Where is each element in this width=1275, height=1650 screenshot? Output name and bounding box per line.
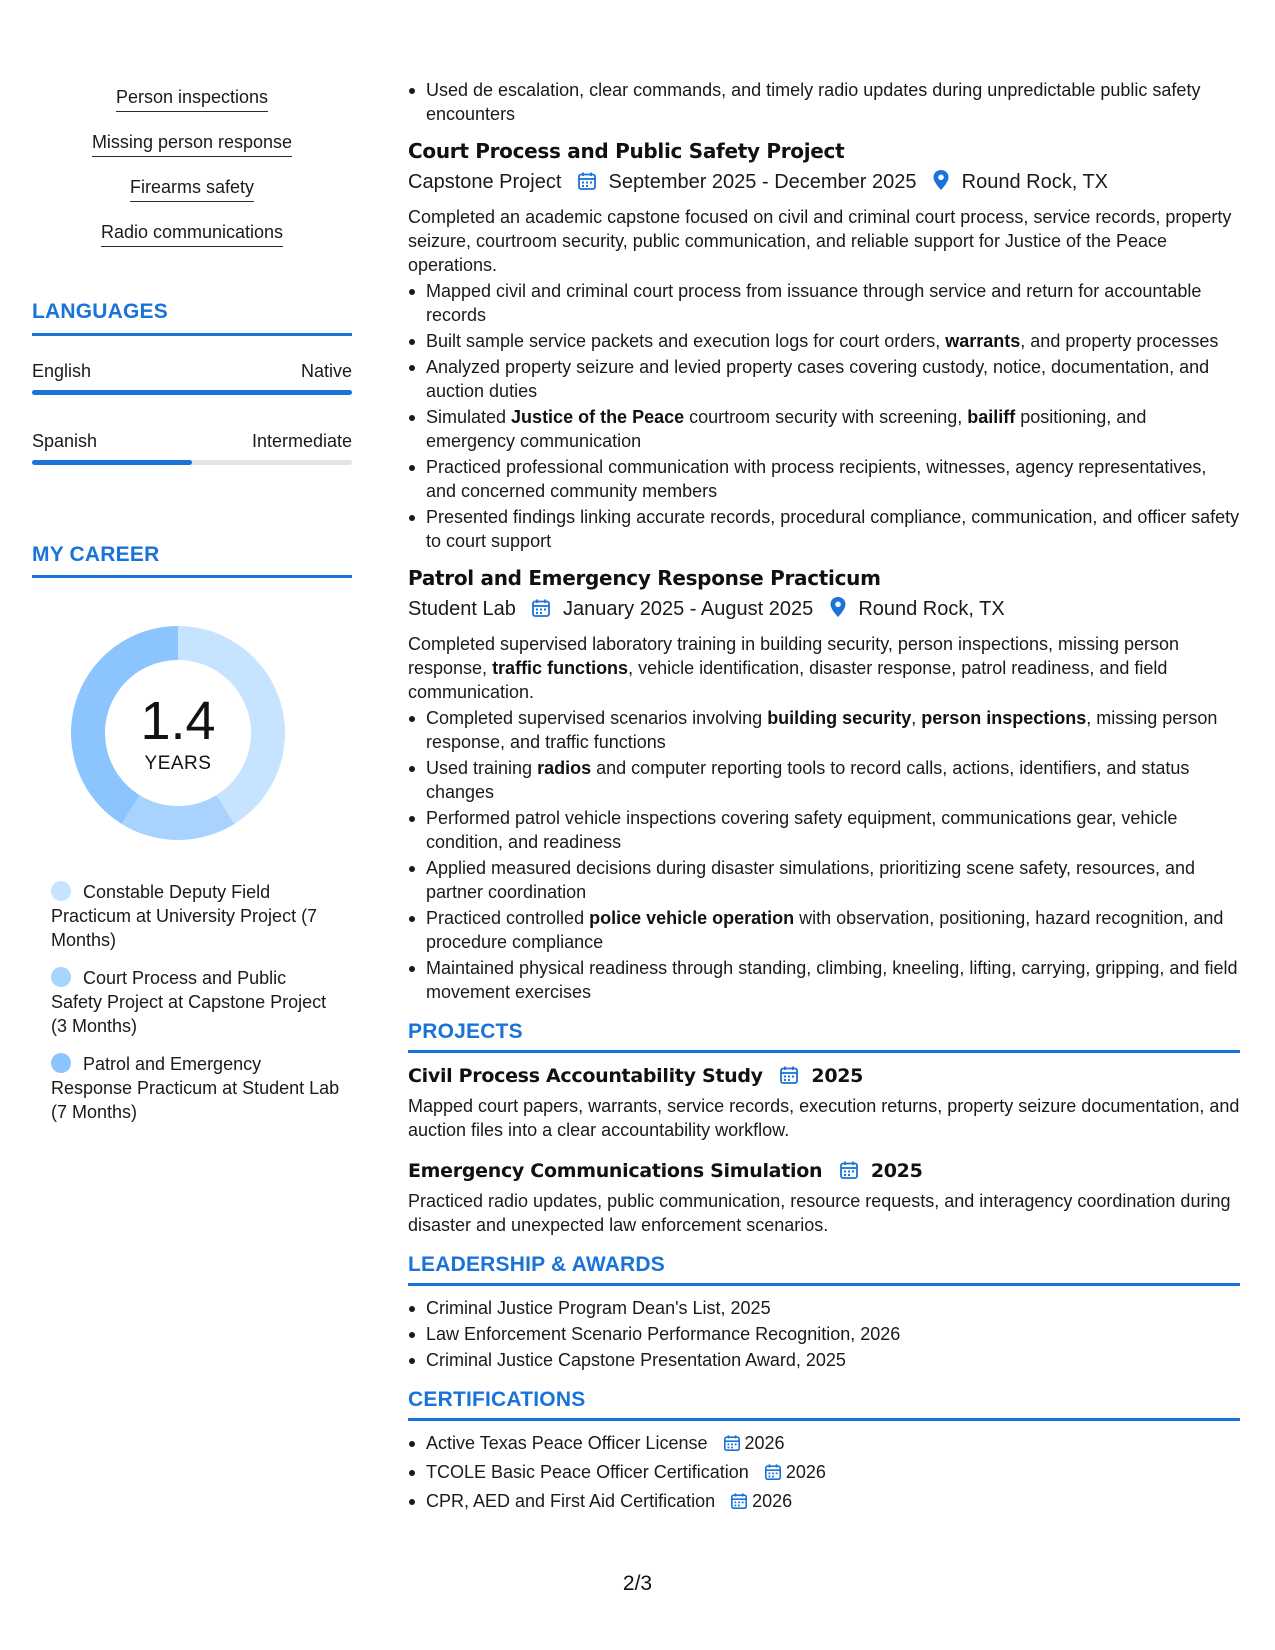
bullet-item: Analyzed property seizure and levied property cases covering custody, notice, documentation, and auction duties (408, 355, 1240, 403)
certification-item (408, 1431, 1240, 1458)
bullet-item: Used de escalation, clear commands, and timely radio updates during unpredictable public safety encounters (408, 78, 1240, 126)
project-year: 2025 (870, 1160, 923, 1182)
language-item (32, 361, 352, 401)
project-item (408, 1063, 1240, 1142)
calendar-icon (839, 1160, 859, 1187)
map-pin-icon (829, 596, 847, 625)
experience-dates: September 2025 - December 2025 (608, 171, 917, 193)
legend-item (51, 1052, 341, 1124)
skills-list (32, 86, 352, 266)
certification-item (408, 1460, 1240, 1487)
career-legend (51, 880, 341, 1138)
career-total-years: 1.4 (140, 691, 216, 751)
legend-item (51, 966, 341, 1038)
career-rule (32, 575, 352, 578)
calendar-icon (764, 1463, 782, 1487)
certification-year: 2026 (744, 1433, 785, 1453)
map-pin-icon (932, 169, 950, 198)
bullet-item: Performed patrol vehicle inspections covering safety equipment, communications gear, vehicle condition, and readiness (408, 806, 1240, 854)
calendar-icon (531, 598, 551, 625)
experience-entry (408, 138, 1240, 553)
award-item: Law Enforcement Scenario Performance Recognition, 2026 (408, 1322, 1240, 1346)
calendar-icon (577, 171, 597, 198)
experience-description: Completed supervised laboratory training in building security, person inspections, missing person response, traffic functions, vehicle identification, disaster response, patrol readiness, and field communication. (408, 634, 1180, 702)
skill-item: Firearms safety (32, 176, 352, 221)
skill-item: Missing person response (32, 131, 352, 176)
language-item (32, 431, 352, 471)
experience-lead-bullets (408, 78, 1240, 126)
language-level: Native (300, 361, 352, 381)
certification-item (408, 1489, 1240, 1516)
career-heading: MY CAREER (32, 543, 160, 566)
experience-description: Completed an academic capstone focused on civil and criminal court process, service records, property seizure, courtroom security, public communication, and reliable support for Justice of the Peace operations. (408, 207, 1232, 275)
language-bar-track (32, 390, 352, 395)
legend-item (51, 880, 341, 952)
project-description: Practiced radio updates, public communication, resource requests, and interagency coordination during disaster and unexpected law enforcement scenarios. (408, 1191, 1231, 1235)
bullet-item: Applied measured decisions during disaster simulations, prioritizing scene safety, resources, and partner coordination (408, 856, 1240, 904)
right-column (408, 78, 1240, 1518)
bullet-item: Maintained physical readiness through standing, climbing, kneeling, lifting, carrying, gripping, and field movement exercises (408, 956, 1240, 1004)
awards-heading: LEADERSHIP & AWARDS (408, 1253, 665, 1276)
project-title-row (408, 1063, 1240, 1092)
bullet-item: Practiced professional communication with process recipients, witnesses, agency representatives, and concerned community members (408, 455, 1240, 503)
experience-location: Round Rock, TX (961, 171, 1109, 193)
experience-location: Round Rock, TX (858, 598, 1005, 620)
certification-year: 2026 (752, 1491, 793, 1511)
experience-bullets (408, 279, 1240, 553)
project-name: Emergency Communications Simulation (408, 1160, 823, 1182)
awards-list (408, 1296, 1240, 1372)
experience-bullets (408, 706, 1240, 1004)
legend-dot (51, 881, 71, 901)
legend-label: Court Process and Public Safety Project at Capstone Project (3 Months) (51, 968, 327, 1036)
experience-meta (408, 169, 1240, 198)
legend-dot (51, 967, 71, 987)
language-bar-fill (32, 390, 352, 395)
bullet-item: Built sample service packets and execution logs for court orders, warrants, and property processes (408, 329, 1240, 353)
bullet-item: Mapped civil and criminal court process from issuance through service and return for accountable records (408, 279, 1240, 327)
award-item: Criminal Justice Capstone Presentation Award, 2025 (408, 1348, 1240, 1372)
language-name: English (32, 361, 92, 381)
bullet-item: Presented findings linking accurate records, procedural compliance, communication, and officer safety to court support (408, 505, 1240, 553)
donut-segment (122, 795, 235, 840)
certifications-rule (408, 1418, 1240, 1421)
awards-rule (408, 1283, 1240, 1286)
experience-org: Capstone Project (408, 171, 562, 193)
bullet-item: Practiced controlled police vehicle operation with observation, positioning, hazard recognition, and procedure compliance (408, 906, 1240, 954)
bullet-item: Completed supervised scenarios involving building security, person inspections, missing person response, and traffic functions (408, 706, 1240, 754)
calendar-icon (779, 1065, 799, 1092)
experience-title: Patrol and Emergency Response Practicum (408, 566, 881, 590)
legend-dot (51, 1053, 71, 1073)
project-description: Mapped court papers, warrants, service records, execution returns, property seizure documentation, and auction files into a clear accountability workflow. (408, 1096, 1240, 1140)
language-bar-track (32, 460, 352, 465)
language-bar-fill (32, 460, 192, 465)
project-item (408, 1158, 1240, 1237)
certification-name: CPR, AED and First Aid Certification (426, 1491, 716, 1511)
experience-title: Court Process and Public Safety Project (408, 139, 845, 163)
project-year: 2025 (811, 1065, 864, 1087)
experience-meta (408, 596, 1240, 625)
experience-org: Student Lab (408, 598, 516, 620)
languages-heading: LANGUAGES (32, 300, 168, 323)
award-item: Criminal Justice Program Dean's List, 2025 (408, 1296, 1240, 1320)
certification-year: 2026 (785, 1462, 826, 1482)
certifications-heading: CERTIFICATIONS (408, 1388, 586, 1411)
certifications-list (408, 1431, 1240, 1516)
legend-label: Constable Deputy Field Practicum at University Project (7 Months) (51, 882, 318, 950)
experience-entry (408, 565, 1240, 1004)
experience-dates: January 2025 - August 2025 (563, 598, 814, 620)
career-total-label: YEARS (144, 753, 212, 774)
languages-rule (32, 333, 352, 336)
career-donut-chart (66, 621, 290, 845)
certification-name: TCOLE Basic Peace Officer Certification (426, 1462, 749, 1482)
legend-label: Patrol and Emergency Response Practicum at Student Lab (7 Months) (51, 1054, 340, 1122)
projects-rule (408, 1050, 1240, 1053)
page-number: 2/3 (622, 1572, 653, 1595)
skill-item: Radio communications (32, 221, 352, 266)
bullet-item: Used training radios and computer reporting tools to record calls, actions, identifiers, and status changes (408, 756, 1240, 804)
bullet-item: Simulated Justice of the Peace courtroom security with screening, bailiff positioning, and emergency communication (408, 405, 1240, 453)
calendar-icon (730, 1492, 748, 1516)
language-name: Spanish (32, 431, 98, 451)
project-title-row (408, 1158, 1240, 1187)
project-name: Civil Process Accountability Study (408, 1065, 763, 1087)
calendar-icon (723, 1434, 741, 1458)
certification-name: Active Texas Peace Officer License (426, 1433, 708, 1453)
projects-heading: PROJECTS (408, 1020, 523, 1043)
language-level: Intermediate (251, 431, 352, 451)
skill-item: Person inspections (32, 86, 352, 131)
